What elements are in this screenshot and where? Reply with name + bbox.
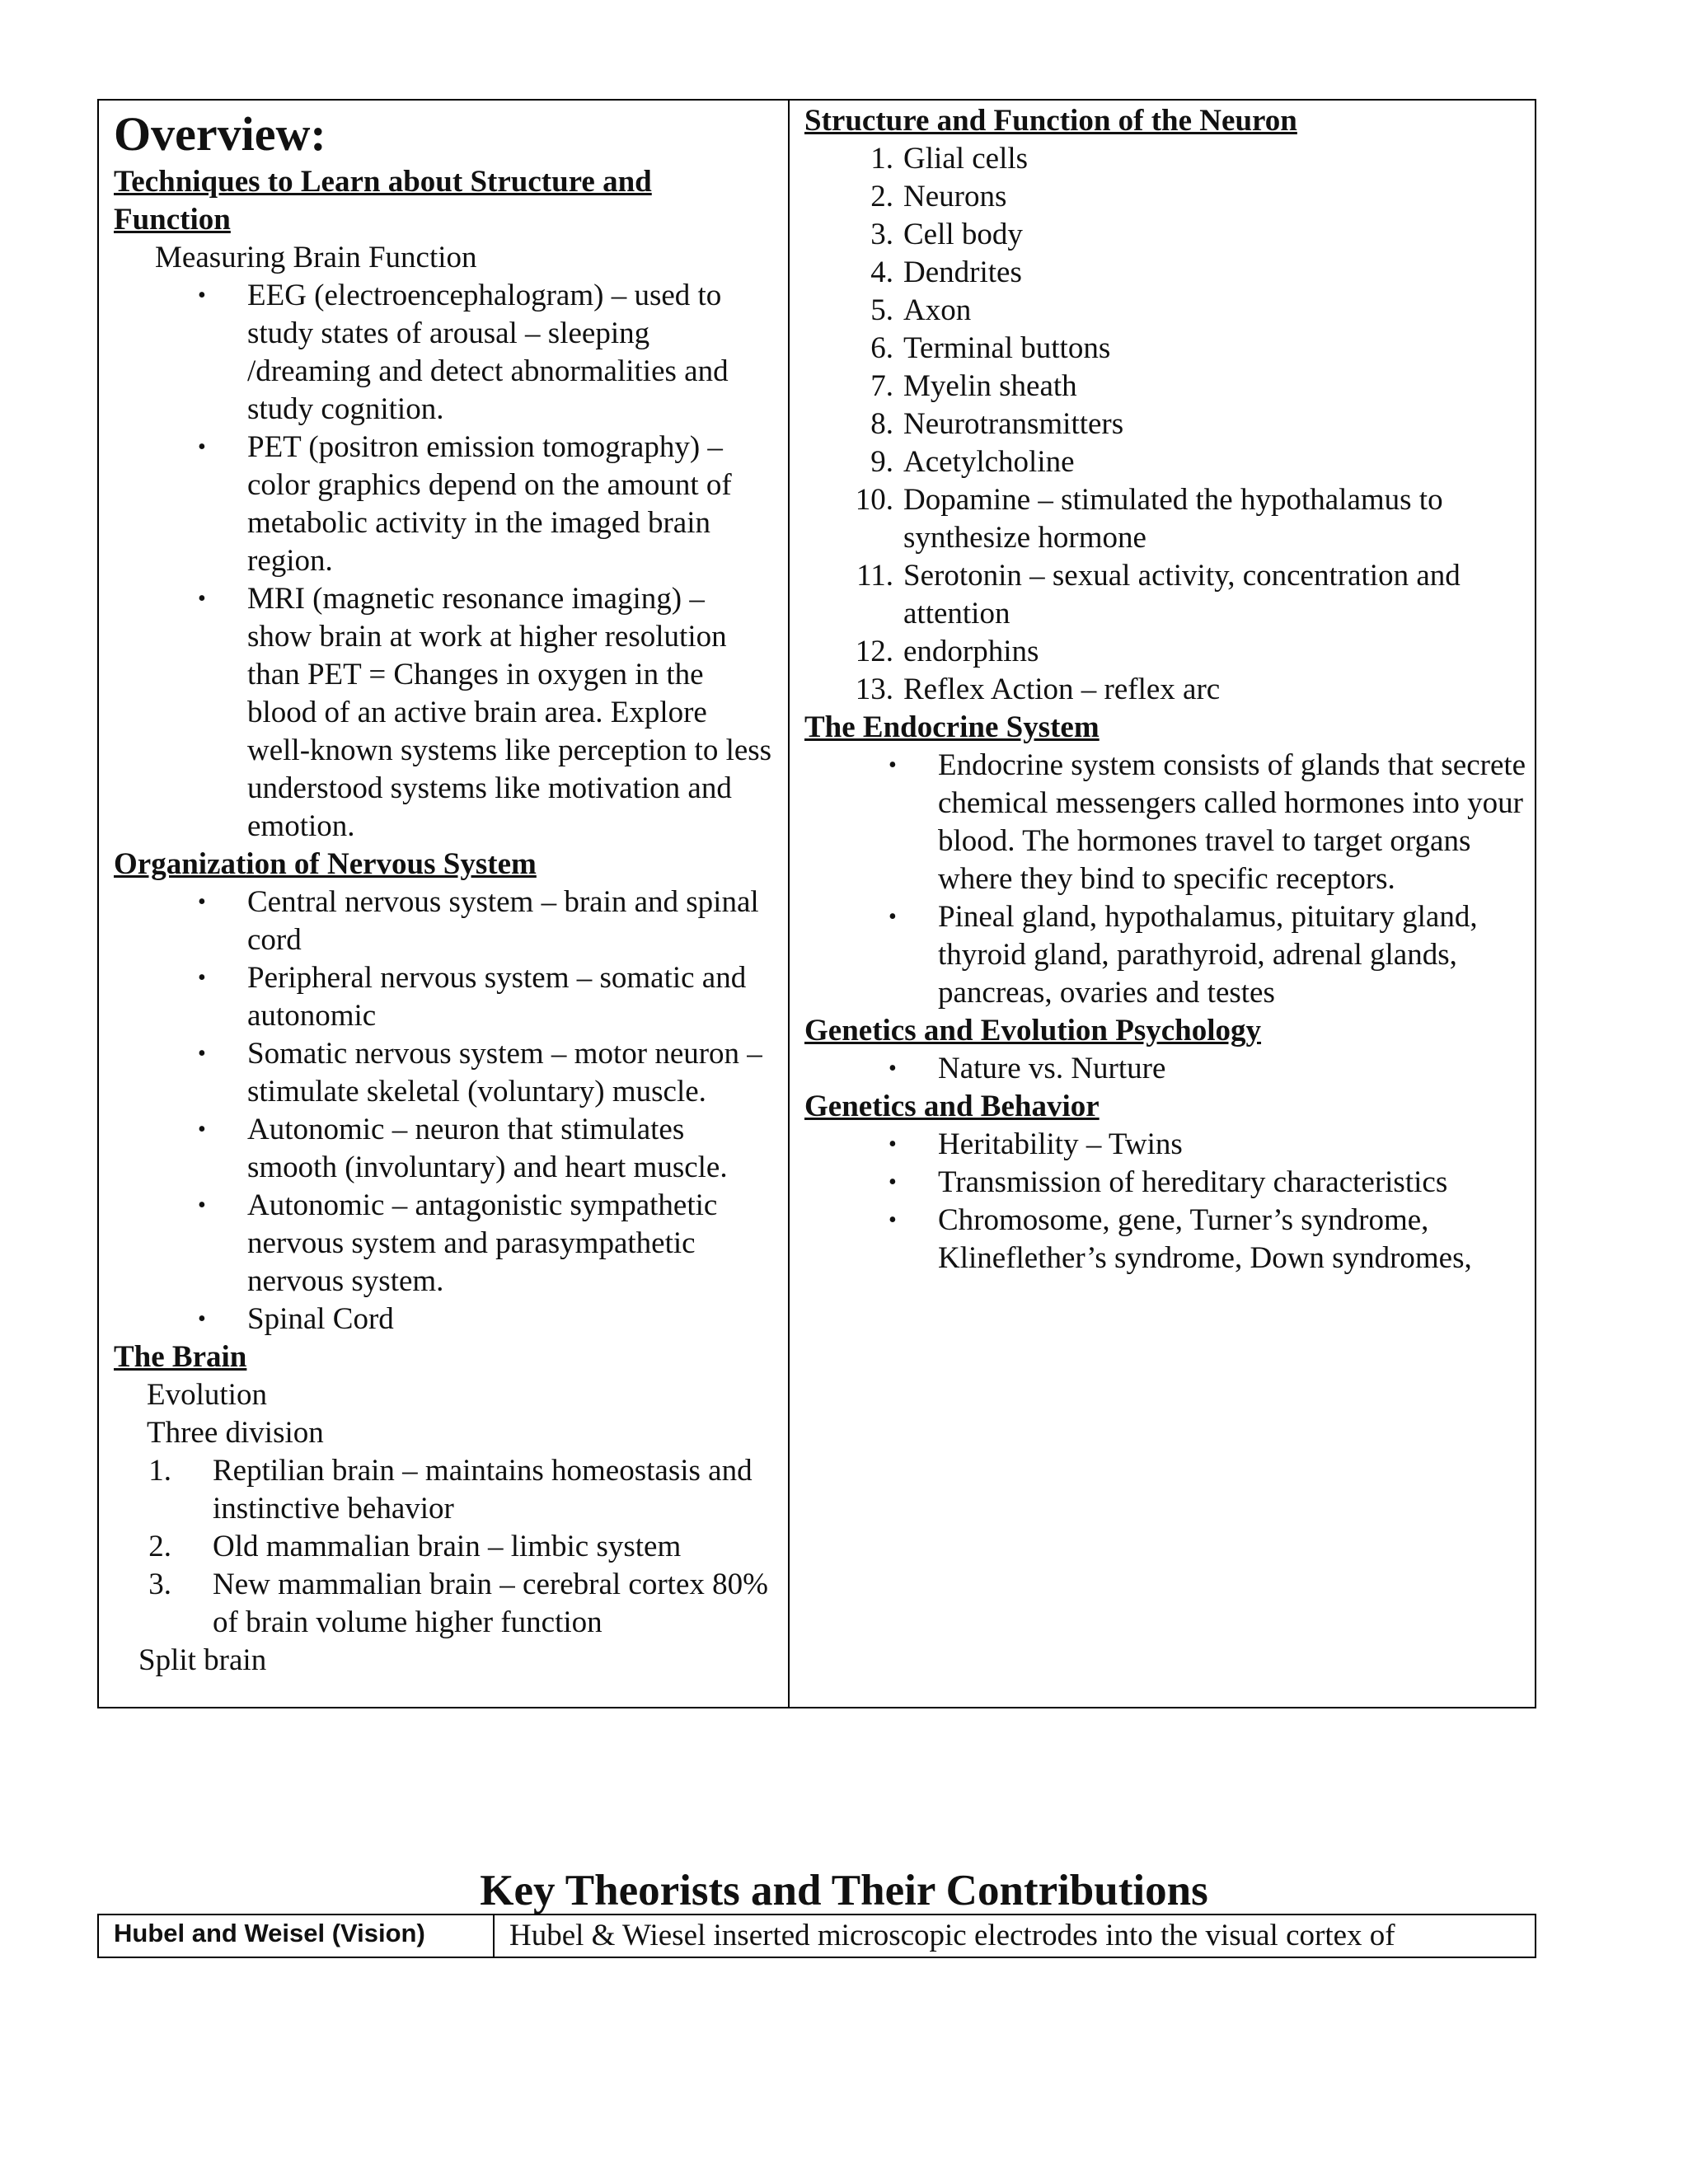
brain-heading: The Brain bbox=[114, 1340, 247, 1374]
list-item: • Endocrine system consists of glands that secrete chemical messengers called hormones into your blood. The hormones travel to target organs where they bind to specific receptors. bbox=[938, 747, 1531, 898]
list-item: • Pineal gland, hypothalamus, pituitary gland, thyroid gland, parathyroid, adrenal glands, pancreas, ovaries and testes bbox=[938, 898, 1531, 1012]
list-item: 12. endorphins bbox=[855, 635, 1039, 668]
evolution-label: Evolution bbox=[147, 1378, 267, 1412]
divisions-list bbox=[114, 1452, 773, 1642]
genetics-behavior-heading: Genetics and Behavior bbox=[804, 1090, 1100, 1123]
list-item: • Transmission of hereditary characteristics bbox=[938, 1164, 1531, 1202]
overview-table bbox=[97, 99, 1536, 1708]
list-item: • PET (positron emission tomography) – color graphics depend on the amount of metabolic activity in the imaged brain region. bbox=[247, 429, 775, 580]
genetics-evolution-heading: Genetics and Evolution Psychology bbox=[804, 1014, 1262, 1047]
endocrine-heading: The Endocrine System bbox=[804, 710, 1100, 744]
list-item: 9. Acetylcholine bbox=[870, 445, 1075, 479]
list-item: • Heritability – Twins bbox=[938, 1126, 1531, 1164]
organization-heading: Organization of Nervous System bbox=[114, 847, 537, 881]
list-item: • EEG (electroencephalogram) – used to study states of arousal – sleeping /dreaming and detect abnormalities and study cognition. bbox=[247, 277, 775, 429]
list-item: 13. Reflex Action – reflex arc bbox=[855, 673, 1221, 706]
genetics-evolution-list bbox=[804, 1050, 1531, 1088]
list-item: 1. Glial cells bbox=[870, 142, 1029, 176]
list-item: 8. Neurotransmitters bbox=[870, 407, 1124, 441]
neuron-list bbox=[804, 140, 1530, 709]
list-item: 5. Axon bbox=[870, 293, 972, 327]
split-brain-label: Split brain bbox=[138, 1643, 267, 1677]
list-item: • Chromosome, gene, Turner’s syndrome, Klineflether’s syndrome, Down syndromes, bbox=[938, 1202, 1531, 1277]
list-item: • Peripheral nervous system – somatic and autonomic bbox=[247, 959, 775, 1035]
list-item: 2. Neurons bbox=[870, 180, 1007, 213]
theorist-description: Hubel & Wiesel inserted microscopic electrodes into the visual cortex of bbox=[509, 1919, 1395, 1952]
genetics-behavior-list bbox=[804, 1126, 1531, 1277]
list-item: 3. Cell body bbox=[870, 218, 1023, 251]
techniques-heading: Techniques to Learn about Structure and Function bbox=[114, 165, 652, 237]
list-item: 7. Myelin sheath bbox=[870, 369, 1077, 403]
neuron-heading: Structure and Function of the Neuron bbox=[804, 104, 1297, 138]
list-item: 2. Old mammalian brain – limbic system bbox=[148, 1530, 682, 1563]
list-item: 11. Serotonin – sexual activity, concentration and attention bbox=[856, 559, 1461, 630]
list-item: 4. Dendrites bbox=[870, 255, 1022, 289]
left-column bbox=[99, 101, 790, 1707]
theorist-name: Hubel and Weisel (Vision) bbox=[99, 1915, 495, 1957]
list-item: • Central nervous system – brain and spinal cord bbox=[247, 883, 775, 959]
list-item: 3. New mammalian brain – cerebral cortex 80% of brain volume higher function bbox=[148, 1568, 768, 1639]
right-column bbox=[790, 101, 1535, 1707]
list-item: 1. Reptilian brain – maintains homeostasis and instinctive behavior bbox=[148, 1454, 753, 1526]
list-item: • MRI (magnetic resonance imaging) – show brain at work at higher resolution than PET = Changes in oxygen in the blood of an active brain area. Explore well-known systems like perception to less understood systems like motivation and emotion. bbox=[247, 580, 775, 846]
techniques-list bbox=[114, 277, 775, 846]
list-item: • Nature vs. Nurture bbox=[938, 1050, 1531, 1088]
list-item: 6. Terminal buttons bbox=[870, 331, 1111, 365]
list-item: • Somatic nervous system – motor neuron – stimulate skeletal (voluntary) muscle. bbox=[247, 1035, 775, 1111]
list-item: • Spinal Cord bbox=[247, 1301, 775, 1338]
theorists-title: Key Theorists and Their Contributions bbox=[480, 1867, 1208, 1915]
measuring-label: Measuring Brain Function bbox=[155, 241, 477, 274]
overview-title: Overview: bbox=[114, 107, 326, 161]
theorists-table bbox=[97, 1914, 1536, 1958]
list-item: 10. Dopamine – stimulated the hypothalamus to synthesize hormone bbox=[855, 483, 1443, 555]
three-division-label: Three division bbox=[147, 1416, 324, 1450]
list-item: • Autonomic – antagonistic sympathetic nervous system and parasympathetic nervous system. bbox=[247, 1187, 775, 1301]
list-item: • Autonomic – neuron that stimulates smooth (involuntary) and heart muscle. bbox=[247, 1111, 775, 1187]
organization-list bbox=[114, 883, 775, 1338]
endocrine-list bbox=[804, 747, 1531, 1012]
